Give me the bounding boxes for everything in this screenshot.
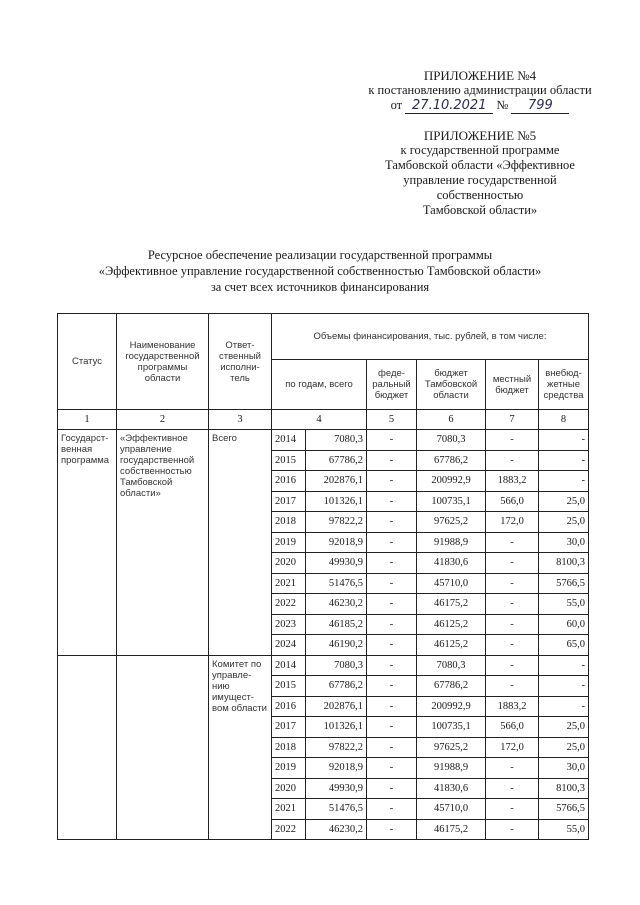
total-cell: 7080,3 [306,430,367,451]
header-program-name: Наименование государственной программы области [117,314,209,410]
appendix-4-date-line [360,98,600,114]
header-volumes: Объемы финансирования, тыс. рублей, в том числе: [272,314,589,360]
extra-cell: 65,0 [539,635,589,656]
year-cell: 2020 [272,553,306,574]
local-cell: - [486,450,539,471]
regional-cell: 45710,0 [417,573,486,594]
local-cell: 172,0 [486,512,539,533]
regional-cell: 46125,2 [417,614,486,635]
local-cell: - [486,758,539,779]
extra-cell: 25,0 [539,512,589,533]
federal-cell: - [367,655,417,676]
extra-cell: 25,0 [539,717,589,738]
col-number: 4 [272,410,367,430]
responsible-cell: Комитет по управле- нию имущест- вом области [209,655,272,840]
extra-cell: - [539,655,589,676]
year-cell: 2018 [272,737,306,758]
federal-cell: - [367,737,417,758]
appendix-4-subtitle: к постановлению администрации области [368,83,592,97]
status-cell: Государст- венная программа [58,430,117,656]
col-number: 5 [367,410,417,430]
year-cell: 2021 [272,573,306,594]
year-cell: 2022 [272,819,306,840]
extra-cell: 5766,5 [539,799,589,820]
extra-cell: 30,0 [539,532,589,553]
group-total [58,430,589,656]
year-cell: 2021 [272,799,306,820]
document-title-line: за счет всех источников финансирования [210,280,430,294]
year-cell: 2018 [272,512,306,533]
extra-cell: 8100,3 [539,778,589,799]
local-cell: - [486,655,539,676]
program-name-cell: «Эффективное управление государственной собственностью Тамбовской области» [117,430,209,656]
header-by-years: по годам, всего [272,360,367,410]
local-cell: - [486,635,539,656]
number-label: № [496,98,509,112]
year-cell: 2023 [272,614,306,635]
year-cell: 2014 [272,655,306,676]
col-number: 6 [417,410,486,430]
funding-table [57,313,589,840]
program-name-cell [117,655,209,840]
appendix-5-header [360,128,600,218]
local-cell: 566,0 [486,491,539,512]
total-cell: 49930,9 [306,778,367,799]
local-cell: - [486,819,539,840]
extra-cell: - [539,471,589,492]
header-extra: внебюд- жетные средства [539,360,589,410]
local-cell: - [486,676,539,697]
regional-cell: 200992,9 [417,471,486,492]
total-cell: 49930,9 [306,553,367,574]
year-cell: 2017 [272,717,306,738]
federal-cell: - [367,553,417,574]
handwritten-number: 799 [511,98,569,114]
total-cell: 92018,9 [306,532,367,553]
header-status: Статус [58,314,117,410]
total-cell: 101326,1 [306,491,367,512]
federal-cell: - [367,819,417,840]
appendix-5-line: Тамбовской области» [422,203,538,217]
col-number: 8 [539,410,589,430]
federal-cell: - [367,594,417,615]
local-cell: - [486,594,539,615]
local-cell: - [486,430,539,451]
extra-cell: 5766,5 [539,573,589,594]
extra-cell: 55,0 [539,819,589,840]
extra-cell: 55,0 [539,594,589,615]
year-cell: 2015 [272,450,306,471]
extra-cell: - [539,676,589,697]
extra-cell: - [539,696,589,717]
col-number: 7 [486,410,539,430]
year-cell: 2019 [272,532,306,553]
federal-cell: - [367,450,417,471]
local-cell: 172,0 [486,737,539,758]
handwritten-date: 27.10.2021 [405,98,493,114]
table-row [58,430,589,451]
regional-cell: 45710,0 [417,799,486,820]
total-cell: 51476,5 [306,799,367,820]
regional-cell: 46175,2 [417,819,486,840]
local-cell: - [486,614,539,635]
regional-cell: 100735,1 [417,491,486,512]
extra-cell: - [539,430,589,451]
federal-cell: - [367,799,417,820]
federal-cell: - [367,614,417,635]
total-cell: 46190,2 [306,635,367,656]
appendix-5-line: собственностью [436,188,524,202]
year-cell: 2020 [272,778,306,799]
regional-cell: 41830,6 [417,778,486,799]
year-cell: 2017 [272,491,306,512]
total-cell: 97822,2 [306,737,367,758]
appendix-4-header [360,68,600,114]
header-regional: бюджет Тамбовской области [417,360,486,410]
total-cell: 67786,2 [306,450,367,471]
total-cell: 46185,2 [306,614,367,635]
federal-cell: - [367,430,417,451]
appendix-5-title: ПРИЛОЖЕНИЕ №5 [423,128,537,143]
extra-cell: 8100,3 [539,553,589,574]
total-cell: 67786,2 [306,676,367,697]
federal-cell: - [367,696,417,717]
local-cell: 1883,2 [486,471,539,492]
federal-cell: - [367,491,417,512]
federal-cell: - [367,573,417,594]
document-title-line: «Эффективное управление государственной собственностью Тамбовской области» [98,264,542,278]
regional-cell: 46125,2 [417,635,486,656]
appendix-4-title: ПРИЛОЖЕНИЕ №4 [423,68,537,83]
extra-cell: 60,0 [539,614,589,635]
appendix-5-line: Тамбовской области «Эффективное [385,158,575,172]
regional-cell: 91988,9 [417,532,486,553]
document-title [40,247,600,295]
regional-cell: 91988,9 [417,758,486,779]
federal-cell: - [367,512,417,533]
total-cell: 202876,1 [306,471,367,492]
federal-cell: - [367,758,417,779]
local-cell: - [486,532,539,553]
local-cell: 1883,2 [486,696,539,717]
regional-cell: 67786,2 [417,676,486,697]
local-cell: - [486,553,539,574]
federal-cell: - [367,635,417,656]
col-number: 3 [209,410,272,430]
extra-cell: 25,0 [539,737,589,758]
header-federal: феде- ральный бюджет [367,360,417,410]
year-cell: 2014 [272,430,306,451]
regional-cell: 97625,2 [417,512,486,533]
col-number: 1 [58,410,117,430]
total-cell: 92018,9 [306,758,367,779]
total-cell: 97822,2 [306,512,367,533]
federal-cell: - [367,532,417,553]
header-responsible: Ответ- ственный исполни- тель [209,314,272,410]
responsible-cell: Всего [209,430,272,656]
regional-cell: 7080,3 [417,430,486,451]
local-cell: 566,0 [486,717,539,738]
extra-cell: 25,0 [539,491,589,512]
regional-cell: 7080,3 [417,655,486,676]
year-cell: 2016 [272,471,306,492]
document-title-line: Ресурсное обеспечение реализации государственной программы [147,248,493,262]
total-cell: 7080,3 [306,655,367,676]
year-cell: 2015 [272,676,306,697]
regional-cell: 46175,2 [417,594,486,615]
local-cell: - [486,799,539,820]
total-cell: 202876,1 [306,696,367,717]
year-cell: 2024 [272,635,306,656]
regional-cell: 100735,1 [417,717,486,738]
status-cell [58,655,117,840]
extra-cell: - [539,450,589,471]
regional-cell: 97625,2 [417,737,486,758]
total-cell: 51476,5 [306,573,367,594]
header-local: местный бюджет [486,360,539,410]
appendix-5-line: к государственной программе [400,143,560,157]
regional-cell: 41830,6 [417,553,486,574]
group-committee [58,655,589,840]
year-cell: 2016 [272,696,306,717]
appendix-5-line: управление государственной [403,173,557,187]
federal-cell: - [367,717,417,738]
local-cell: - [486,778,539,799]
year-cell: 2019 [272,758,306,779]
local-cell: - [486,573,539,594]
extra-cell: 30,0 [539,758,589,779]
federal-cell: - [367,471,417,492]
total-cell: 101326,1 [306,717,367,738]
table-row [58,655,589,676]
federal-cell: - [367,778,417,799]
federal-cell: - [367,676,417,697]
regional-cell: 200992,9 [417,696,486,717]
regional-cell: 67786,2 [417,450,486,471]
col-number: 2 [117,410,209,430]
year-cell: 2022 [272,594,306,615]
total-cell: 46230,2 [306,819,367,840]
total-cell: 46230,2 [306,594,367,615]
from-label: от [390,98,403,112]
